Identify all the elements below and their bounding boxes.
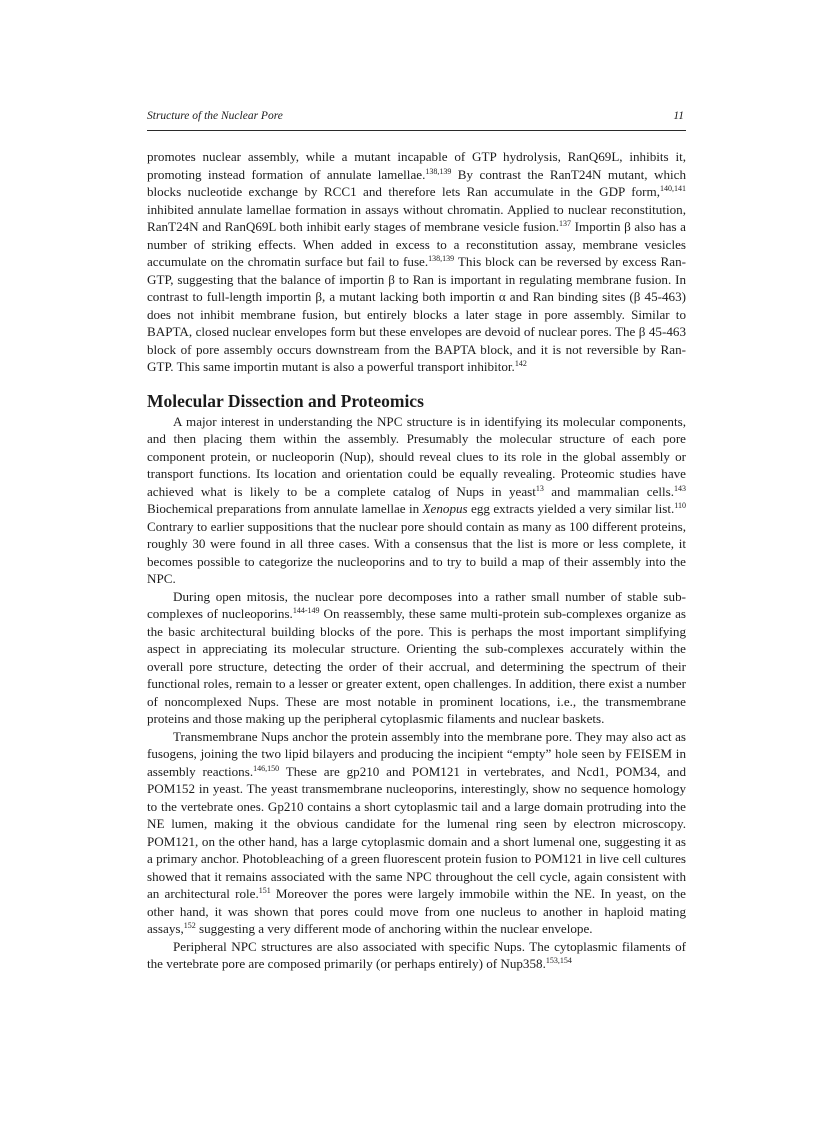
citation-ref: 13	[535, 483, 544, 493]
running-title: Structure of the Nuclear Pore	[147, 110, 283, 122]
text-run: Biochemical preparations from annulate lamellae in	[147, 501, 423, 516]
text-run: On reassembly, these same multi-protein sub-complexes organize as the basic architectural building blocks of the pore. This is perhaps the most important simplifying aspect in appreciating its molecular structure. Orienting the sub-complexes accurately within the overall pore structure, detecting the order of their accrual, and determining the spectrum of their functional roles, remain to a lesser or greater extent, open challenges. In addition, there exist a number of noncomplexed Nups. These are most notable in prominent locations, i.e., the transmembrane proteins and those making up the peripheral cytoplasmic filaments and nuclear baskets.	[147, 606, 686, 726]
citation-ref: 137	[559, 219, 572, 228]
header-rule	[147, 130, 686, 131]
text-run: Moreover the pores were largely immobile within the NE. In yeast, on the other hand, it was shown that pores could move from one nucleus to another in haploid mating assays,	[147, 886, 686, 936]
citation-ref: 153,154	[545, 956, 572, 965]
paragraph	[147, 588, 686, 728]
text-run: During open mitosis, the nuclear pore decomposes into a rather small number of stable sub-complexes of nucleoporins.	[147, 588, 686, 621]
citation-ref: 151	[258, 886, 271, 895]
section-heading: Molecular Dissection and Proteomics	[147, 390, 424, 411]
citation-ref: 152	[183, 921, 196, 930]
text-run: Transmembrane Nups anchor the protein assembly into the membrane pore. They may also act as fusogens, joining the two lipid bilayers and producing the incipient “empty” hole seen by FEISEM in assembly reactions.	[147, 728, 686, 779]
text-run: egg extracts yielded a very similar list.	[467, 501, 675, 516]
paragraph	[147, 938, 686, 973]
text-run: and mammalian cells.	[543, 483, 674, 499]
citation-ref: 142	[514, 359, 527, 368]
text-run: inhibited annulate lamellae formation in assays without chromatin. Applied to nuclear reconstitution, RanT24N and RanQ69L both inhibit early stages of membrane vesicle fusion.	[147, 201, 686, 234]
citation-ref: 138,139	[428, 254, 455, 263]
text-run: suggesting a very different mode of anchoring within the nuclear envelope.	[195, 921, 593, 936]
text-run: promotes nuclear assembly, while a mutant incapable of GTP hydrolysis, RanQ69L, inhibits it, promoting instead formation of annulate lamellae.	[147, 149, 686, 182]
paragraph	[147, 413, 686, 588]
citation-ref: 140,141	[660, 184, 686, 193]
text-run: A major interest in understanding the NPC structure is in identifying its molecular components, and then placing them within the assembly. Presumably the molecular structure of each pore component protein, or nucleoporin (Nup), should reveal clues to its role in the global assembly or transport functions. Its location and orientation could be equally revealing. Proteomic studies have achieved what is likely to be a complete catalog of Nups in yeast	[147, 413, 686, 499]
citation-ref: 138,139	[425, 166, 452, 176]
page-number: 11	[673, 110, 684, 122]
paragraph	[147, 728, 686, 938]
body-text	[147, 148, 686, 973]
text-run: Peripheral NPC structures are also associated with specific Nups. The cytoplasmic filaments of the vertebrate pore are composed primarily (or perhaps entirely) of Nup358.	[147, 938, 686, 971]
text-run: These are gp210 and POM121 in vertebrates, and Ncd1, POM34, and POM152 in yeast. The yeast transmembrane nucleoporins, interestingly, show no sequence homology to the vertebrate ones. Gp210 contains a short cytoplasmic tail and a large domain protruding into the NE lumen, making it the obvious candidate for the lumenal ring seen by electron microscopy. POM121, on the other hand, has a large cytoplasmic domain and a short lumenal one, suggesting it as a primary anchor. Photobleaching of a green fluorescent protein fusion to POM121 in live cell cultures showed that it remains associated with the same NPC throughout the cell cycle, again consistent with an architectural role.	[147, 763, 687, 901]
text-run: Importin β also has a number of striking effects. When added in excess to a reconstitution assay, membrane vesicles accumulate on the chromatin surface but fail to fuse.	[147, 219, 686, 269]
citation-ref: 143	[674, 483, 686, 493]
citation-ref: 110	[674, 501, 686, 510]
text-run: By contrast the RanT24N mutant, which blocks nucleotide exchange by RCC1 and therefore lets Ran accumulate in the GDP form,	[147, 166, 686, 199]
italic-term: Xenopus	[422, 501, 468, 516]
citation-ref: 144-149	[292, 606, 320, 615]
running-head	[147, 110, 686, 128]
paragraph	[147, 148, 686, 376]
text-run: This block can be reversed by excess Ran-GTP, suggesting that the balance of importin β to Ran is important in regulating membrane fusion. In contrast to full-length importin β, a mutant lacking both importin α and Ran binding sites (β 45-463) does not inhibit membrane fusion, but entirely blocks a later stage in pore assembly. Similar to BAPTA, closed nuclear envelopes form but these envelopes are devoid of nuclear pores. The β 45-463 block of pore assembly occurs downstream from the BAPTA block, and it is not reversible by Ran-GTP. This same importin mutant is also a powerful transport inhibitor.	[147, 254, 686, 374]
citation-ref: 146,150	[253, 763, 280, 773]
text-run: Contrary to earlier suppositions that the nuclear pore should contain as many as 100 different proteins, roughly 30 were found in all three cases. With a consensus that the list is more or less complete, it becomes possible to categorize the nucleoporins and to try to build a map of their assembly into the NPC.	[147, 518, 686, 586]
